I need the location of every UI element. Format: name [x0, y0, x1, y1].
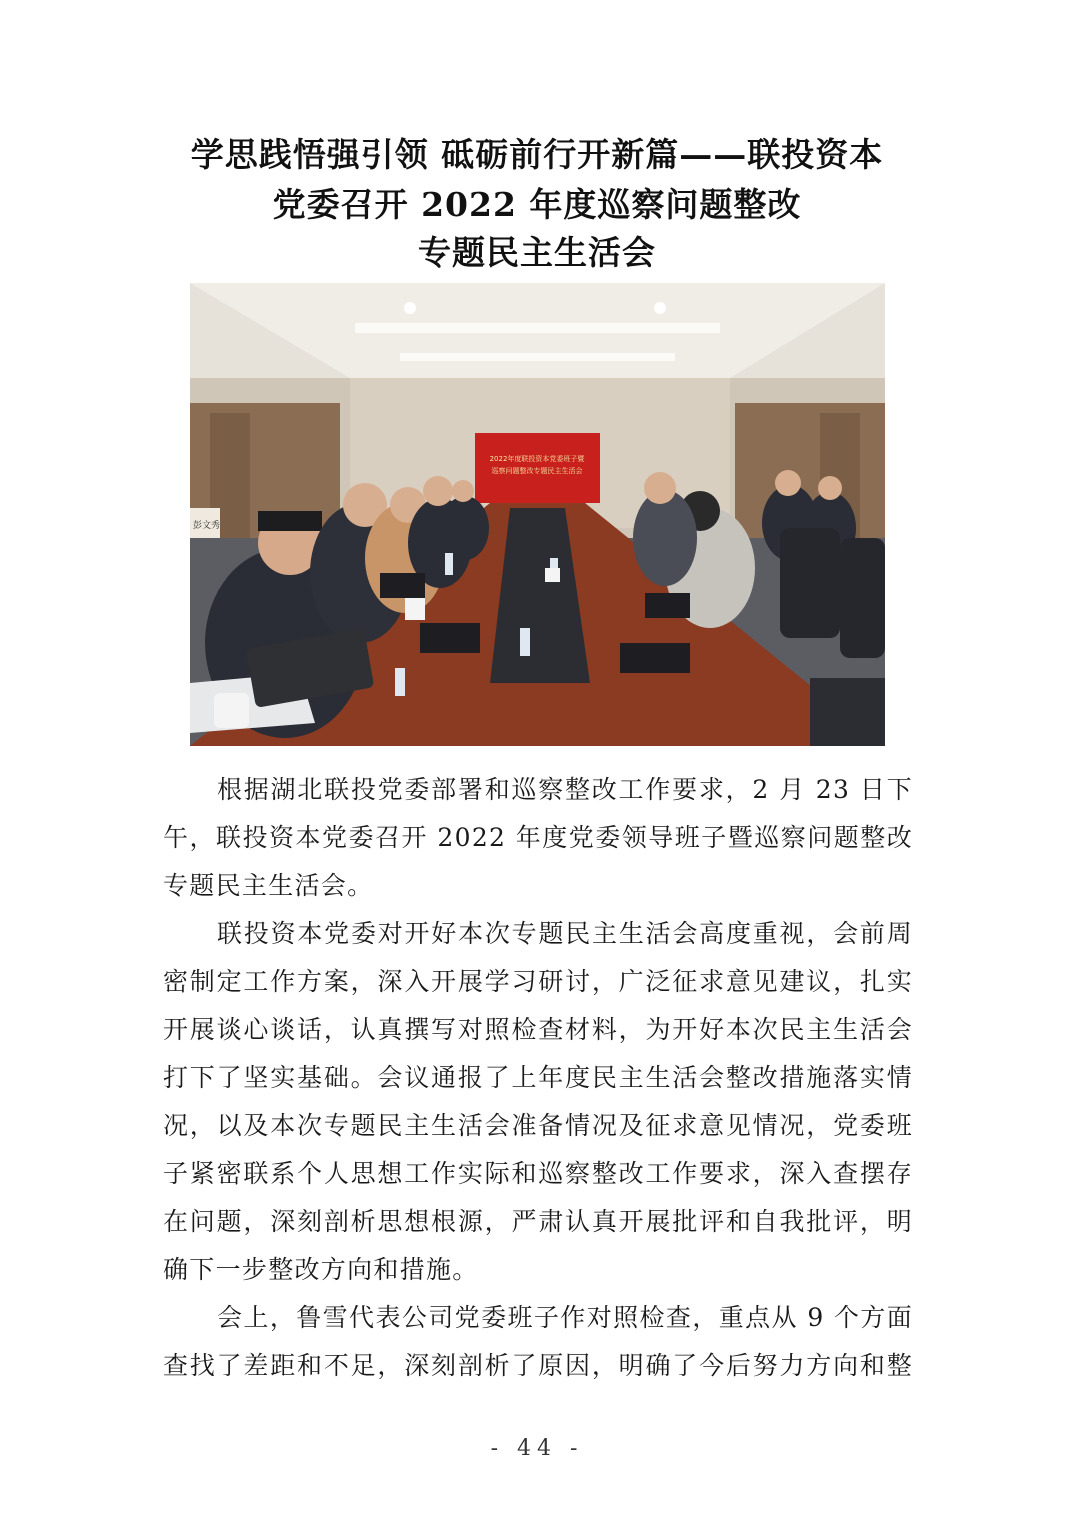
screen-text-2: 巡察问题整改专题民主生活会 — [491, 467, 583, 475]
screen-text-1: 2022年度联投资本党委班子暨 — [489, 455, 585, 463]
paragraph-1-line: 专题民主生活会。 — [163, 871, 374, 900]
name-card: 彭文秀 — [193, 521, 221, 531]
paragraph-1-line: 午，联投资本党委召开 2022 年度党委领导班子暨巡察问题整改 — [163, 823, 913, 852]
title-line-2: 党委召开 2022 年度巡察问题整改 — [272, 185, 802, 224]
paragraph-2-line: 确下一步整改方向和措施。 — [163, 1255, 479, 1284]
paragraph-1 — [163, 766, 913, 910]
paragraph-2-line: 子紧密联系个人思想工作实际和巡察整改工作要求，深入查摆存 — [163, 1159, 913, 1188]
title-line-3: 专题民主生活会 — [418, 233, 656, 272]
title-line-1: 学思践悟强引领 砥砺前行开新篇——联投资本 — [190, 135, 884, 174]
paragraph-1-line: 根据湖北联投党委部署和巡察整改工作要求，2 月 23 日下 — [217, 775, 913, 804]
paragraph-3 — [163, 1294, 913, 1390]
paragraph-2 — [163, 910, 913, 1294]
paragraph-2-line: 密制定工作方案，深入开展学习研讨，广泛征求意见建议，扎实 — [163, 967, 913, 996]
meeting-photo — [190, 283, 885, 746]
paragraph-2-line: 打下了坚实基础。会议通报了上年度民主生活会整改措施落实情 — [163, 1063, 913, 1092]
paragraph-3-line: 查找了差距和不足，深刻剖析了原因，明确了今后努力方向和整 — [163, 1351, 913, 1380]
paragraph-2-line: 联投资本党委对开好本次专题民主生活会高度重视，会前周 — [217, 919, 913, 948]
paragraph-2-line: 开展谈心谈话，认真撰写对照检查材料，为开好本次民主生活会 — [163, 1015, 913, 1044]
paragraph-3-line: 会上，鲁雪代表公司党委班子作对照检查，重点从 9 个方面 — [217, 1303, 913, 1332]
paragraph-2-line: 况，以及本次专题民主生活会准备情况及征求意见情况，党委班 — [163, 1111, 913, 1140]
page-number: - 44 - — [490, 1436, 584, 1461]
paragraph-2-line: 在问题，深刻剖析思想根源，严肃认真开展批评和自我批评，明 — [163, 1207, 913, 1236]
